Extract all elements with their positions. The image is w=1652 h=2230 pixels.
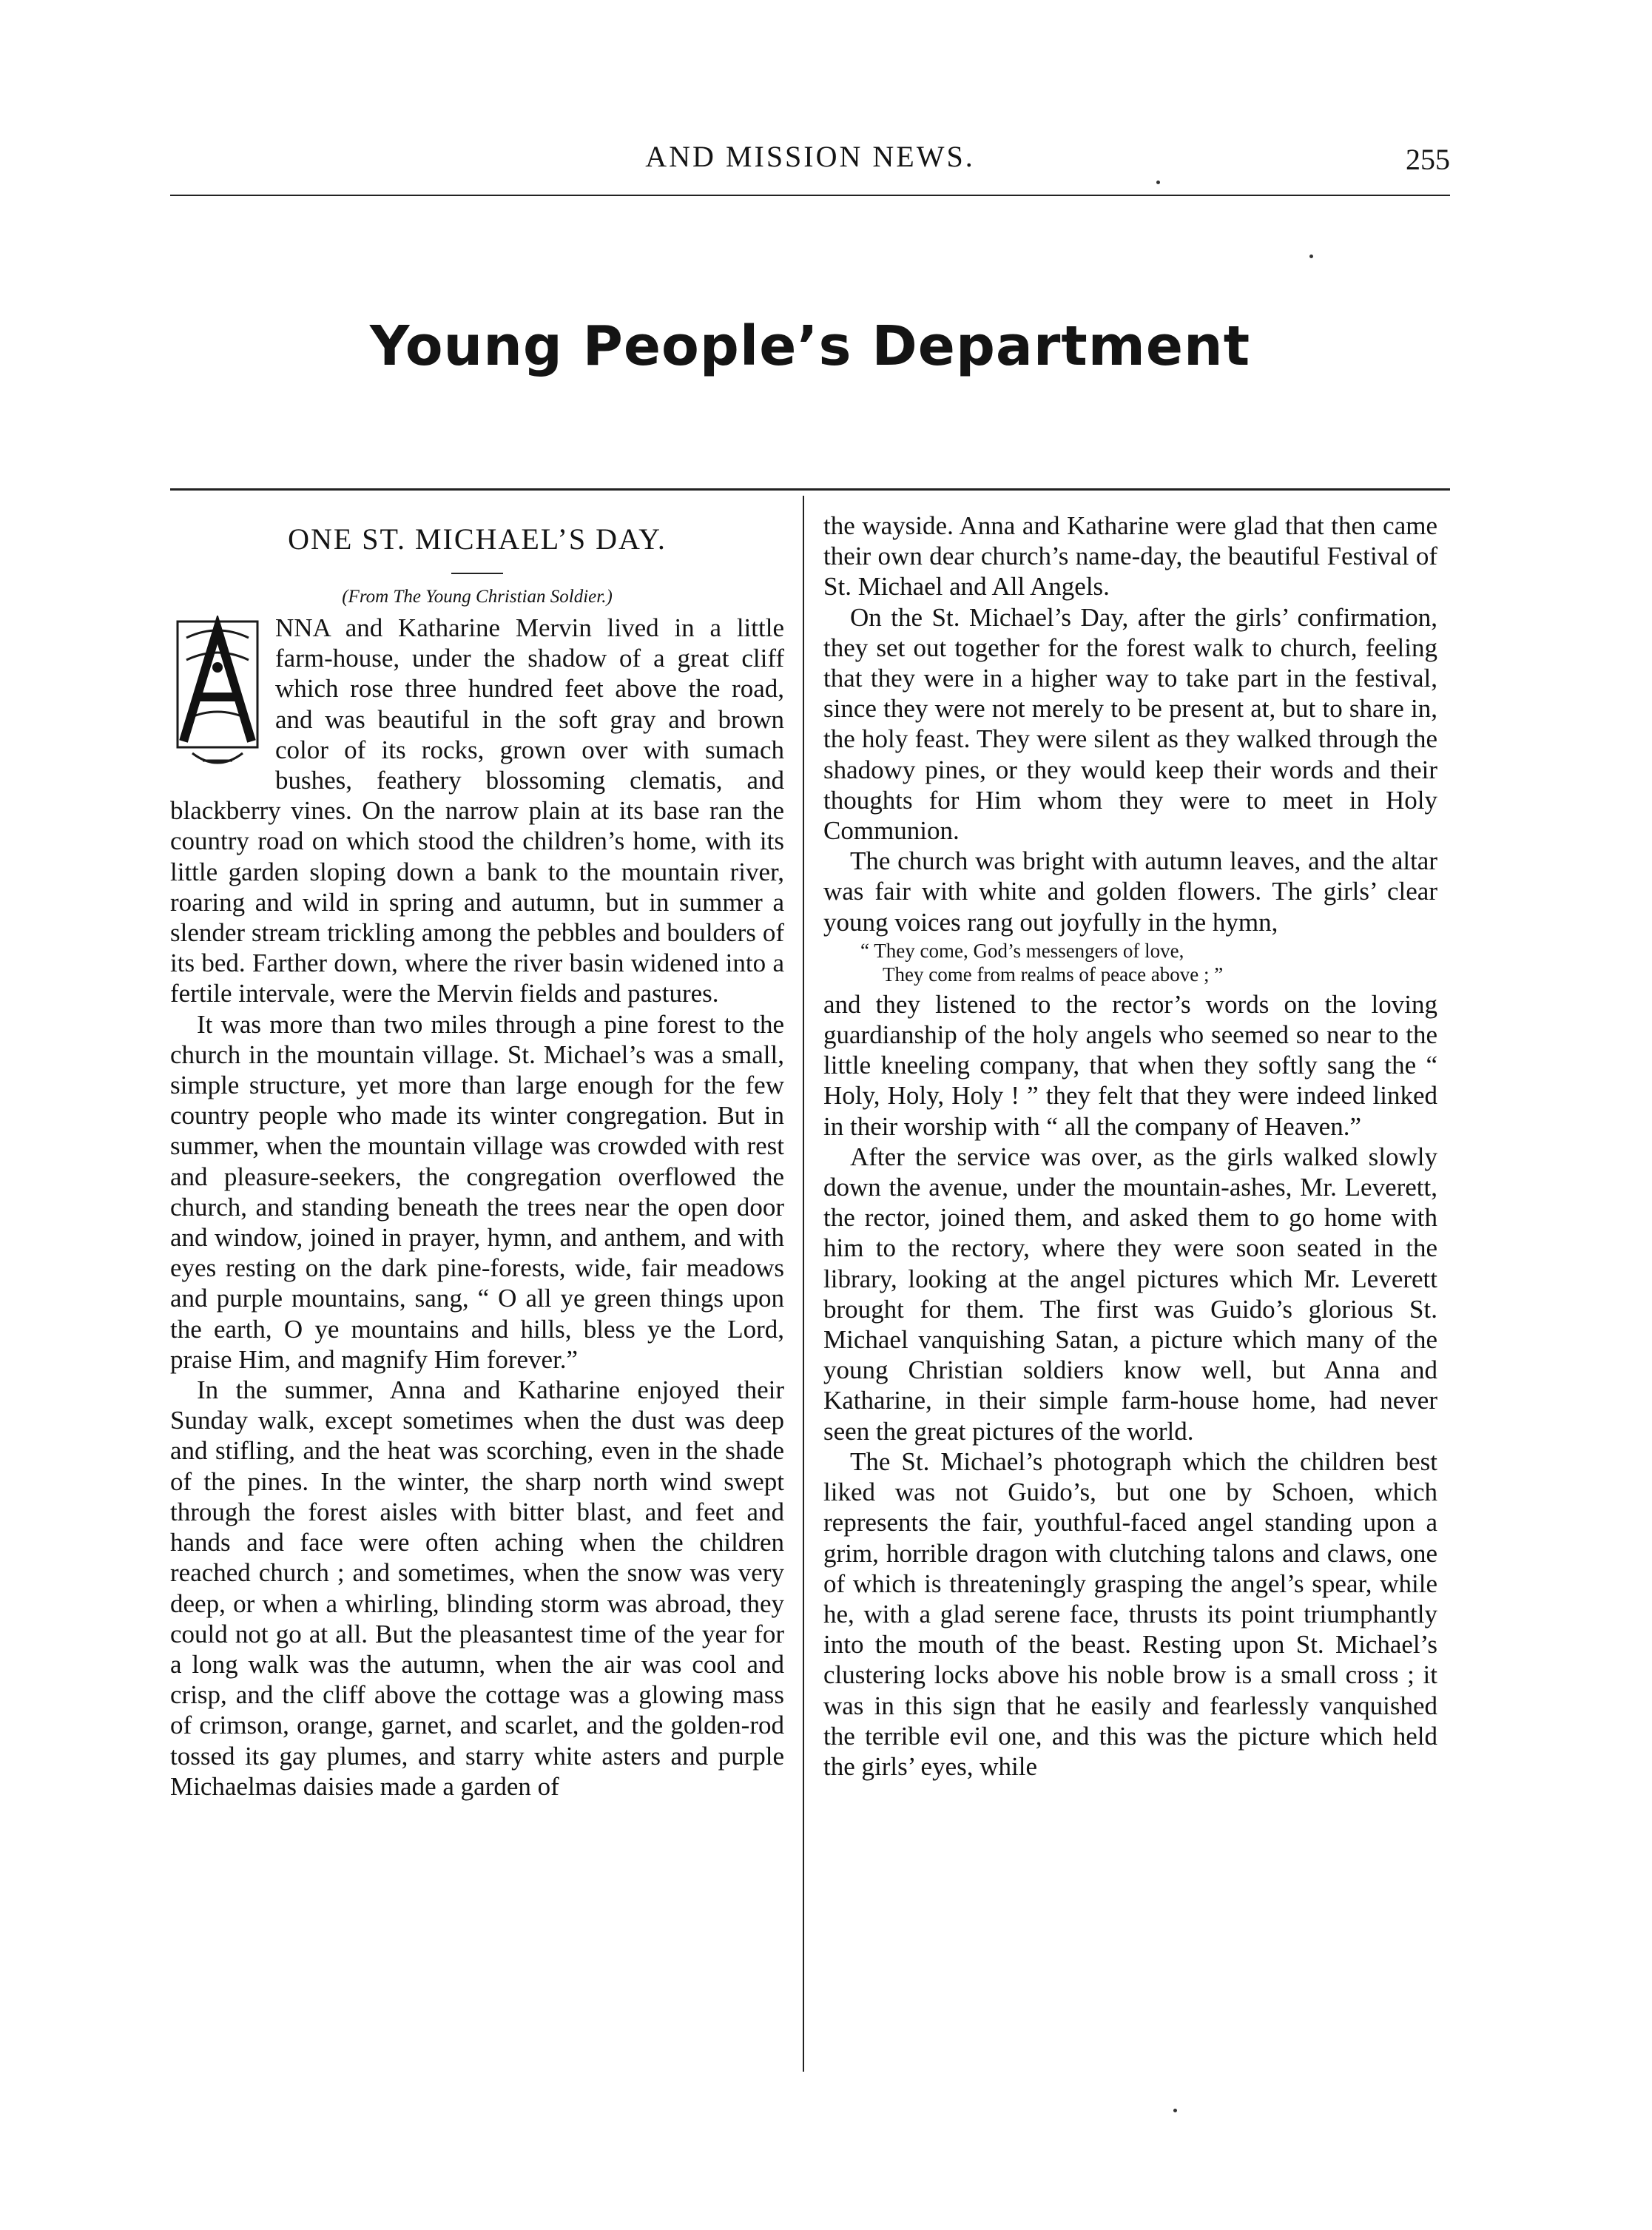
print-speck bbox=[1173, 2109, 1177, 2112]
article-source: (From The Young Christian Soldier.) bbox=[342, 587, 613, 607]
running-head bbox=[170, 139, 1450, 183]
paragraph-2: It was more than two miles through a pine forest to the church in the mountain village. St. Michael’s was a small, simple structure, yet more than large enough for the few country people who made its winter congregation. But in summer, when the mountain village was crowded with rest and pleasure-seekers, the congregation overflowed the church, and standing beneath the trees near the open door and window, joined in prayer, hymn, and anthem, and with eyes resting on the dark pine-forests, wide, fair meadows and purple mountains, sang, “ O all ye green things upon the earth, O ye mountains and hills, bless ye the Lord, praise Him, and magnify Him forever.” bbox=[170, 1009, 784, 1374]
article-title: ONE ST. MICHAEL’S DAY. bbox=[288, 522, 667, 556]
header-rule bbox=[170, 195, 1450, 196]
column-divider bbox=[803, 496, 804, 2072]
print-speck bbox=[1156, 181, 1160, 184]
paragraph-8: After the service was over, as the girls walked slowly down the avenue, under the mountain-ashes, Mr. Leverett, the rector, joined them, and asked them to go home with him to the rectory, where they were soon seated in the library, looking at the angel pictures which Mr. Leverett brought for them. The first was Guido’s glorious St. Michael vanquishing Satan, a picture which many of the young Christian soldiers know well, but Anna and Katharine, in their simple farm-house home, had never seen the great pictures of the world. bbox=[823, 1142, 1437, 1446]
page-number: 255 bbox=[1406, 143, 1450, 176]
paragraph-6: The church was bright with autumn leaves, and the altar was fair with white and golden flowers. The girls’ clear young voices rang out joyfully in the hymn, bbox=[823, 846, 1437, 937]
hymn-line-1: “ They come, God’s messengers of love, bbox=[860, 939, 1184, 962]
paragraph-5: On the St. Michael’s Day, after the girls’ confirmation, they set out together for the forest walk to church, feeling that they were in a higher way to take part in the festival, since they were not merely to be present at, but to share in, the holy feast. They were silent as they walked through the shadowy pines, or they would keep their words and their thoughts for Him whom they were to meet in Holy Communion. bbox=[823, 602, 1437, 846]
paragraph-1-text: NNA and Katharine Mervin lived in a little farm-house, under the shadow of a great cliff which rose three hundred feet above the road, and was beautiful in the soft gray and brown color of its rocks, grown over with sumach bushes, feathery blossoming clematis, and blackberry vines. On the narrow plain at its base ran the country road on which stood the children’s home, with its little garden sloping down a bank to the mountain river, roaring and wild in spring and autumn, but in summer a slender stream trickling among the pebbles and boulders of its bed. Farther down, where the river basin widened into a fertile intervale, were the Mervin fields and pastures. bbox=[170, 613, 784, 1008]
ornamental-drop-cap bbox=[170, 616, 265, 772]
running-title: AND MISSION NEWS. bbox=[645, 140, 975, 173]
title-rule bbox=[451, 573, 503, 574]
paragraph-7: and they listened to the rector’s words on the loving guardianship of the holy angels who seemed so near to the little kneeling company, that when they softly sang the “ Holy, Holy, Holy ! ” they felt that they were indeed linked in their worship with “ all the company of Heaven.” bbox=[823, 989, 1437, 1141]
print-speck bbox=[1309, 255, 1313, 258]
hymn-line-2: They come from realms of peace above ; ” bbox=[883, 963, 1224, 986]
paragraph-9: The St. Michael’s photograph which the children best liked was not Guido’s, but one by Schoen, which represents the fair, youthful-faced angel standing upon a grim, horrible dragon with clutching talons and claws, one of which is threateningly grasping the angel’s spear, while he, with a glad serene face, thrusts its point triumphantly into the mouth of the beast. Resting upon St. Michael’s clustering locks above his noble brow is a small cross ; it was in this sign that he easily and fearlessly vanquished the terrible evil one, and this was the picture which held the girls’ eyes, while bbox=[823, 1446, 1437, 1781]
paragraph-4: the wayside. Anna and Katharine were glad that then came their own dear church’s name-day, the beautiful Festival of St. Michael and All Angels. bbox=[823, 511, 1437, 602]
left-column bbox=[170, 511, 784, 1802]
right-column bbox=[823, 511, 1437, 1782]
department-title: Young People’s Department bbox=[369, 314, 1251, 378]
paragraph-3: In the summer, Anna and Katharine enjoyed their Sunday walk, except sometimes when the dust was deep and stifling, and the heat was scorching, even in the shade of the pines. In the winter, the sharp north wind swept through the forest aisles with bitter blast, and feet and hands and face were often aching when the children reached church ; and sometimes, when the snow was very deep, or when a whirling, blinding storm was abroad, they could not go at all. But the pleasantest time of the year for a long walk was the autumn, when the air was cool and crisp, and the cliff above the cottage was a glowing mass of crimson, orange, garnet, and scarlet, and the golden-rod tossed its gay plumes, and starry white asters and purple Michaelmas daisies made a garden of bbox=[170, 1375, 784, 1801]
paragraph-1 bbox=[170, 613, 784, 1009]
hymn-quote bbox=[823, 939, 1437, 986]
section-rule bbox=[170, 488, 1450, 491]
